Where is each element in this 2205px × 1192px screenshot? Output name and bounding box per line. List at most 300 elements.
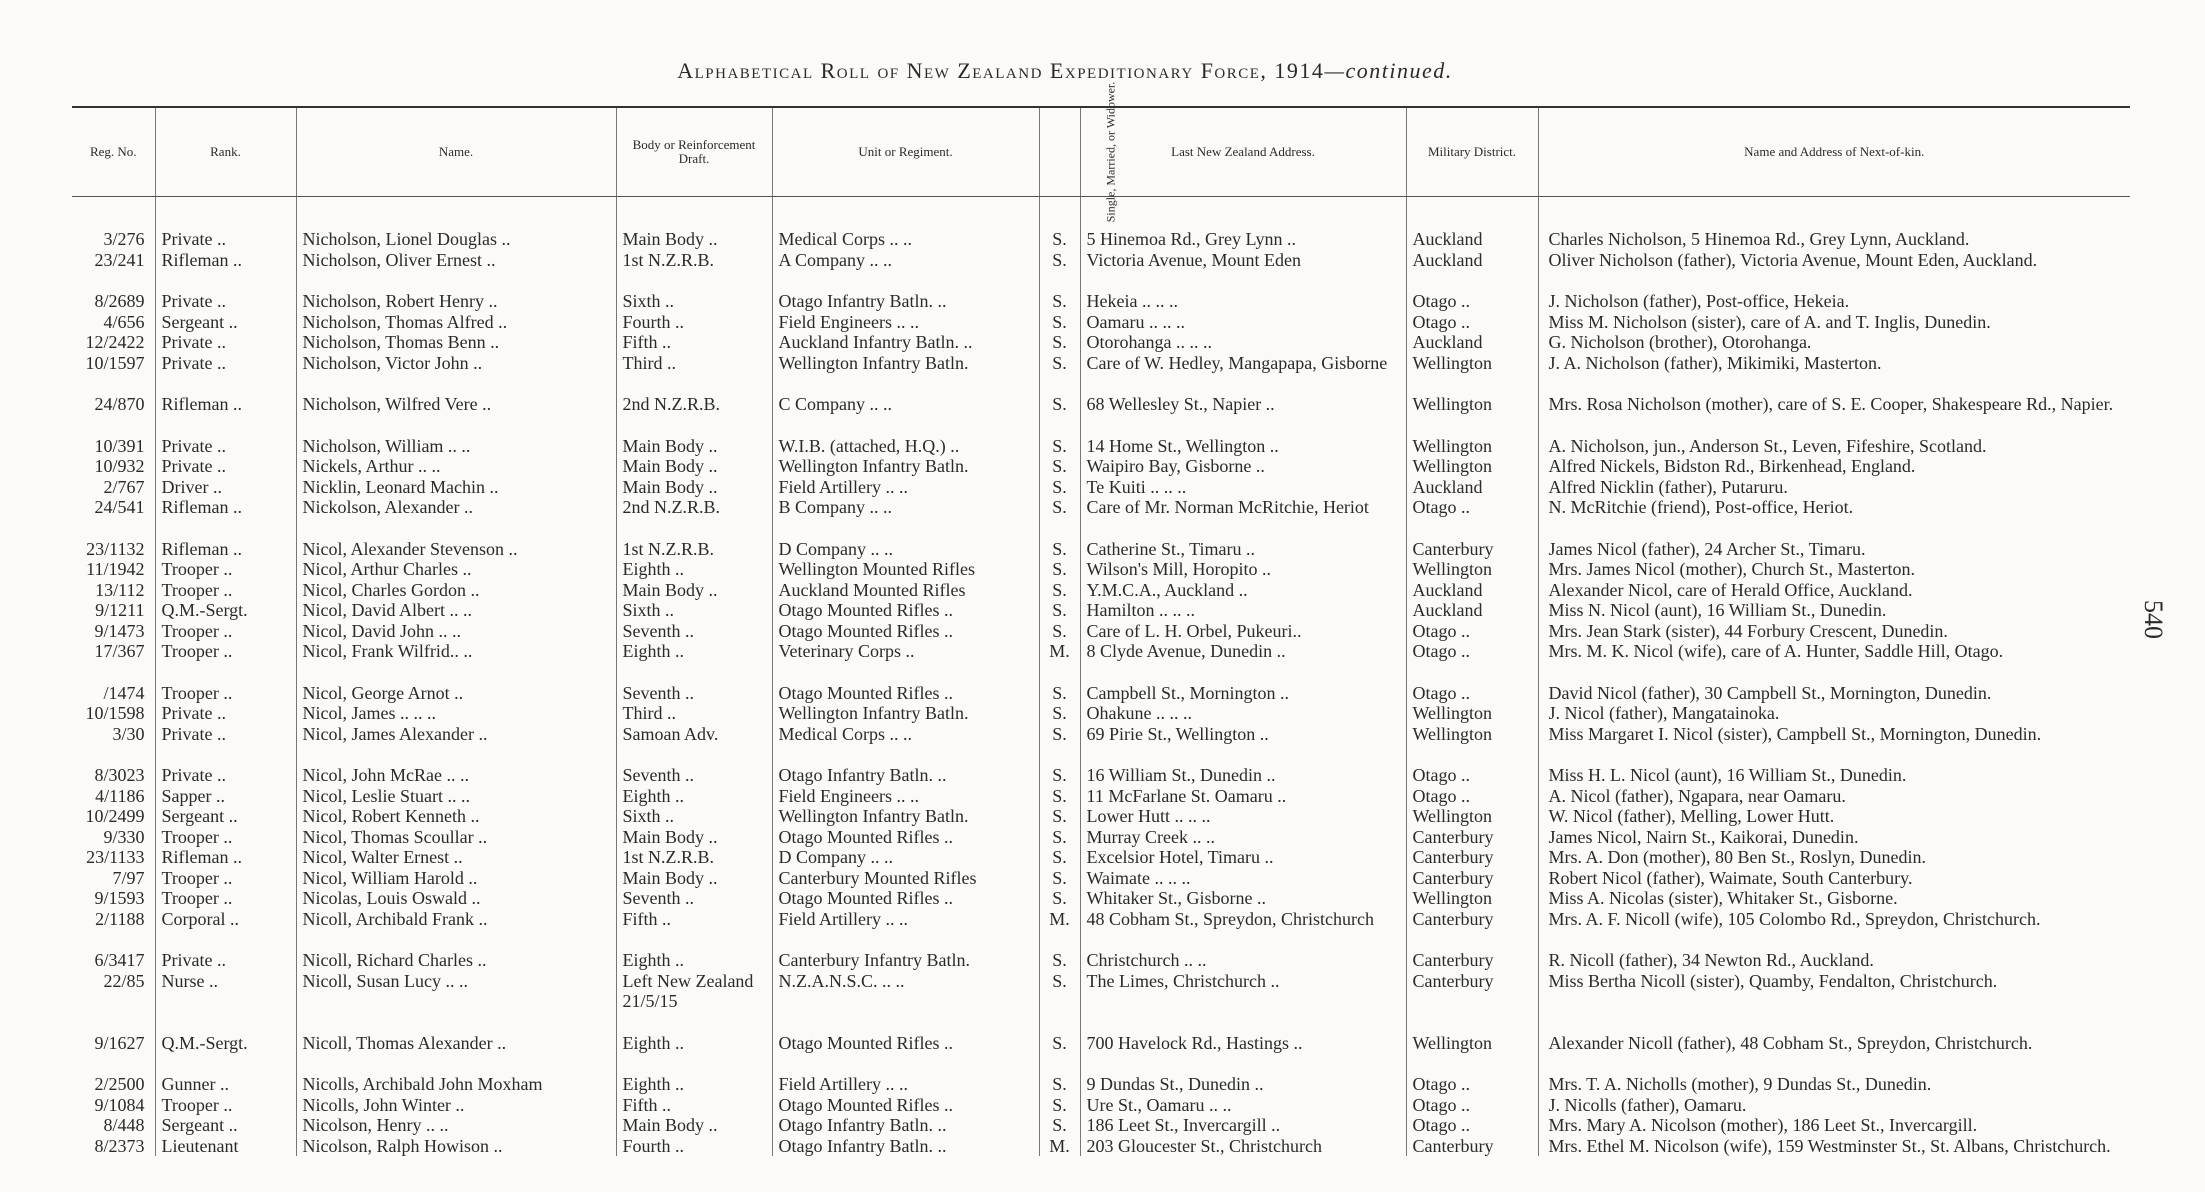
next-of-kin-cell: Mrs. A. F. Nicoll (wife), 105 Colombo Rd., Spreydon, Christchurch. [1538, 909, 2130, 930]
address-cell: Whitaker St., Gisborne .. [1080, 888, 1406, 909]
status-cell: S. [1039, 1095, 1080, 1116]
page-number: 540 [2139, 600, 2168, 639]
page-title-text: Alphabetical Roll of New Zealand Expeditionary Force, 1914 [677, 58, 1325, 83]
status-cell: S. [1039, 888, 1080, 909]
rank-cell: Trooper .. [155, 868, 296, 889]
unit-cell: Otago Infantry Batln. .. [772, 744, 1039, 786]
next-of-kin-cell: James Nicol, Nairn St., Kaikorai, Dunedin. [1538, 827, 2130, 848]
table-row [72, 662, 2130, 704]
address-cell: Waimate .. .. .. [1080, 868, 1406, 889]
name-cell: Nicholson, Victor John .. [296, 353, 616, 374]
unit-cell: Field Artillery .. .. [772, 477, 1039, 498]
reg-no-cell: 9/1084 [94, 1094, 145, 1115]
table-row [72, 1136, 2130, 1157]
district-cell: Otago .. [1406, 270, 1538, 312]
header-body: Body or Reinforcement Draft. [616, 107, 772, 197]
address-cell: 11 McFarlane St. Oamaru .. [1080, 786, 1406, 807]
status-cell: M. [1039, 641, 1080, 662]
rank-cell: Private .. [155, 703, 296, 724]
reg-no-cell: 23/241 [94, 249, 145, 270]
table-row [72, 847, 2130, 868]
address-cell: 48 Cobham St., Spreydon, Christchurch [1080, 909, 1406, 930]
table-row [72, 1095, 2130, 1116]
status-cell: S. [1039, 847, 1080, 868]
body-cell: Seventh .. [616, 621, 772, 642]
rank-cell: Lieutenant [155, 1136, 296, 1157]
address-cell: 68 Wellesley St., Napier .. [1080, 373, 1406, 415]
address-cell: Waipiro Bay, Gisborne .. [1080, 456, 1406, 477]
next-of-kin-cell: Alexander Nicoll (father), 48 Cobham St., Spreydon, Christchurch. [1538, 1012, 2130, 1054]
reg-no-cell: 23/1133 [86, 847, 145, 867]
name-cell: Nicoll, Thomas Alexander .. [296, 1012, 616, 1054]
address-cell: Ohakune .. .. .. [1080, 703, 1406, 724]
header-unit: Unit or Regiment. [772, 107, 1039, 197]
name-cell: Nicol, Arthur Charles .. [296, 559, 616, 580]
rank-cell: Trooper .. [155, 888, 296, 909]
address-cell: Y.M.C.A., Auckland .. [1080, 580, 1406, 601]
header-status-text: Single, Married, or Widower. [1102, 81, 1117, 223]
reg-no-cell: 23/1132 [86, 538, 145, 559]
header-rank: Rank. [155, 107, 296, 197]
name-cell: Nicoll, Richard Charles .. [296, 929, 616, 971]
reg-no-cell: 2/767 [103, 476, 145, 497]
district-cell: Wellington [1406, 806, 1538, 827]
body-cell: 2nd N.Z.R.B. [616, 373, 772, 415]
rank-cell: Sergeant .. [155, 806, 296, 827]
status-cell: S. [1039, 373, 1080, 415]
rank-cell: Trooper .. [155, 559, 296, 580]
table-row [72, 353, 2130, 374]
body-cell: 1st N.Z.R.B. [616, 518, 772, 560]
next-of-kin-cell: Miss Margaret I. Nicol (sister), Campbell St., Mornington, Dunedin. [1538, 724, 2130, 745]
unit-cell: Field Engineers .. .. [772, 312, 1039, 333]
body-cell: Main Body .. [616, 456, 772, 477]
unit-cell: Otago Mounted Rifles .. [772, 600, 1039, 621]
status-cell: S. [1039, 250, 1080, 271]
address-cell: 8 Clyde Avenue, Dunedin .. [1080, 641, 1406, 662]
unit-cell: N.Z.A.N.S.C. .. .. [772, 971, 1039, 1012]
next-of-kin-cell: Mrs. M. K. Nicol (wife), care of A. Hunter, Saddle Hill, Otago. [1538, 641, 2130, 662]
next-of-kin-cell: J. Nicol (father), Mangatainoka. [1538, 703, 2130, 724]
district-cell: Otago .. [1406, 744, 1538, 786]
status-cell: S. [1039, 497, 1080, 518]
status-cell: M. [1039, 909, 1080, 930]
rank-cell: Driver .. [155, 477, 296, 498]
district-cell: Wellington [1406, 559, 1538, 580]
name-cell: Nicol, George Arnot .. [296, 662, 616, 704]
header-next-of-kin: Name and Address of Next-of-kin. [1538, 107, 2130, 197]
district-cell: Otago .. [1406, 497, 1538, 518]
table-row [72, 497, 2130, 518]
next-of-kin-cell: Mrs. T. A. Nicholls (mother), 9 Dundas St., Dunedin. [1538, 1053, 2130, 1095]
address-cell: 186 Leet St., Invercargill .. [1080, 1115, 1406, 1136]
unit-cell: Wellington Mounted Rifles [772, 559, 1039, 580]
district-cell: Canterbury [1406, 827, 1538, 848]
body-cell: Third .. [616, 353, 772, 374]
name-cell: Nickels, Arthur .. .. [296, 456, 616, 477]
district-cell: Otago .. [1406, 1095, 1538, 1116]
unit-cell: Wellington Infantry Batln. [772, 806, 1039, 827]
next-of-kin-cell: N. McRitchie (friend), Post-office, Heriot. [1538, 497, 2130, 518]
table-row [72, 971, 2130, 1012]
unit-cell: Otago Mounted Rifles .. [772, 1095, 1039, 1116]
rank-cell: Q.M.-Sergt. [155, 600, 296, 621]
next-of-kin-cell: Mrs. Jean Stark (sister), 44 Forbury Crescent, Dunedin. [1538, 621, 2130, 642]
district-cell: Auckland [1406, 332, 1538, 353]
district-cell: Auckland [1406, 477, 1538, 498]
address-cell: Wilson's Mill, Horopito .. [1080, 559, 1406, 580]
district-cell: Auckland [1406, 580, 1538, 601]
rank-cell: Sergeant .. [155, 312, 296, 333]
table-row [72, 373, 2130, 415]
next-of-kin-cell: Mrs. Ethel M. Nicolson (wife), 159 Westminster St., St. Albans, Christchurch. [1538, 1136, 2130, 1157]
header-reg-no: Reg. No. [72, 107, 155, 197]
status-cell: S. [1039, 971, 1080, 1012]
unit-cell: Otago Mounted Rifles .. [772, 621, 1039, 642]
address-cell: 203 Gloucester St., Christchurch [1080, 1136, 1406, 1157]
body-cell: Main Body .. [616, 1115, 772, 1136]
reg-no-cell: 8/3023 [94, 765, 145, 785]
address-cell: Otorohanga .. .. .. [1080, 332, 1406, 353]
rank-cell: Q.M.-Sergt. [155, 1012, 296, 1054]
rank-cell: Private .. [155, 929, 296, 971]
district-cell: Wellington [1406, 456, 1538, 477]
status-cell: M. [1039, 1136, 1080, 1157]
unit-cell: Wellington Infantry Batln. [772, 703, 1039, 724]
table-row [72, 827, 2130, 848]
header-address: Last New Zealand Address. [1080, 107, 1406, 197]
next-of-kin-cell: Alfred Nicklin (father), Putaruru. [1538, 477, 2130, 498]
table-row [72, 888, 2130, 909]
district-cell: Canterbury [1406, 847, 1538, 868]
district-cell: Canterbury [1406, 909, 1538, 930]
unit-cell: D Company .. .. [772, 847, 1039, 868]
table-row [72, 744, 2130, 786]
roll-table-container [72, 81, 2130, 1156]
rank-cell: Rifleman .. [155, 497, 296, 518]
status-cell: S. [1039, 662, 1080, 704]
table-row [72, 518, 2130, 560]
table-row [72, 580, 2130, 601]
name-cell: Nicol, Thomas Scoullar .. [296, 827, 616, 848]
rank-cell: Rifleman .. [155, 373, 296, 415]
address-cell: 14 Home St., Wellington .. [1080, 415, 1406, 457]
next-of-kin-cell: Miss H. L. Nicol (aunt), 16 William St., Dunedin. [1538, 744, 2130, 786]
reg-no-cell: 10/932 [94, 456, 145, 476]
unit-cell: Otago Infantry Batln. .. [772, 1136, 1039, 1157]
address-cell: The Limes, Christchurch .. [1080, 971, 1406, 1012]
name-cell: Nicol, James Alexander .. [296, 724, 616, 745]
table-row [72, 456, 2130, 477]
status-cell: S. [1039, 580, 1080, 601]
reg-no-cell: 4/1186 [95, 785, 145, 806]
table-row [72, 332, 2130, 353]
rank-cell: Gunner .. [155, 1053, 296, 1095]
page-title [0, 58, 2130, 84]
unit-cell: Otago Mounted Rifles .. [772, 1012, 1039, 1054]
address-cell: 700 Havelock Rd., Hastings .. [1080, 1012, 1406, 1054]
body-cell: Eighth .. [616, 641, 772, 662]
address-cell: Ure St., Oamaru .. .. [1080, 1095, 1406, 1116]
district-cell: Otago .. [1406, 1115, 1538, 1136]
status-cell: S. [1039, 868, 1080, 889]
reg-no-cell: 11/1942 [86, 559, 145, 579]
district-cell: Otago .. [1406, 1053, 1538, 1095]
body-cell: Fifth .. [616, 1095, 772, 1116]
unit-cell: D Company .. .. [772, 518, 1039, 560]
table-row [72, 477, 2130, 498]
unit-cell: Canterbury Infantry Batln. [772, 929, 1039, 971]
rank-cell: Corporal .. [155, 909, 296, 930]
name-cell: Nicolson, Henry .. .. [296, 1115, 616, 1136]
rank-cell: Rifleman .. [155, 847, 296, 868]
name-cell: Nicholson, Lionel Douglas .. [296, 197, 616, 250]
next-of-kin-cell: David Nicol (father), 30 Campbell St., Mornington, Dunedin. [1538, 662, 2130, 704]
rank-cell: Trooper .. [155, 580, 296, 601]
name-cell: Nickolson, Alexander .. [296, 497, 616, 518]
reg-no-cell: 8/2373 [94, 1135, 145, 1156]
table-row [72, 909, 2130, 930]
table-row [72, 929, 2130, 971]
status-cell: S. [1039, 456, 1080, 477]
table-row [72, 641, 2130, 662]
rank-cell: Private .. [155, 724, 296, 745]
header-name: Name. [296, 107, 616, 197]
table-header-row [72, 107, 2130, 197]
body-cell: Third .. [616, 703, 772, 724]
status-cell: S. [1039, 703, 1080, 724]
address-cell: 16 William St., Dunedin .. [1080, 744, 1406, 786]
district-cell: Otago .. [1406, 312, 1538, 333]
page-title-suffix: —continued. [1324, 58, 1453, 83]
table-row [72, 559, 2130, 580]
next-of-kin-cell: J. Nicolls (father), Oamaru. [1538, 1095, 2130, 1116]
body-cell: Fourth .. [616, 1136, 772, 1157]
unit-cell: Otago Mounted Rifles .. [772, 662, 1039, 704]
name-cell: Nicholson, Robert Henry .. [296, 270, 616, 312]
status-cell: S. [1039, 559, 1080, 580]
name-cell: Nicholson, Thomas Benn .. [296, 332, 616, 353]
body-cell: Seventh .. [616, 662, 772, 704]
status-cell: S. [1039, 518, 1080, 560]
status-cell: S. [1039, 827, 1080, 848]
reg-no-cell: 2/1188 [95, 908, 145, 929]
next-of-kin-cell: Charles Nicholson, 5 Hinemoa Rd., Grey Lynn, Auckland. [1538, 197, 2130, 250]
address-cell: Victoria Avenue, Mount Eden [1080, 250, 1406, 271]
rank-cell: Private .. [155, 353, 296, 374]
unit-cell: Field Artillery .. .. [772, 1053, 1039, 1095]
body-cell: 1st N.Z.R.B. [616, 250, 772, 271]
reg-no-cell: 10/2499 [85, 806, 145, 826]
table-row [72, 197, 2130, 250]
name-cell: Nicol, Charles Gordon .. [296, 580, 616, 601]
reg-no-cell: 3/30 [112, 723, 145, 744]
body-cell: Sixth .. [616, 270, 772, 312]
rank-cell: Trooper .. [155, 827, 296, 848]
next-of-kin-cell: Mrs. Rosa Nicholson (mother), care of S. E. Cooper, Shakespeare Rd., Napier. [1538, 373, 2130, 415]
body-cell: 2nd N.Z.R.B. [616, 497, 772, 518]
table-body [72, 197, 2130, 1157]
next-of-kin-cell: Mrs. James Nicol (mother), Church St., Masterton. [1538, 559, 2130, 580]
rank-cell: Private .. [155, 415, 296, 457]
body-cell: Samoan Adv. [616, 724, 772, 745]
status-cell: S. [1039, 929, 1080, 971]
district-cell: Otago .. [1406, 641, 1538, 662]
body-cell: Main Body .. [616, 580, 772, 601]
unit-cell: Otago Mounted Rifles .. [772, 827, 1039, 848]
body-cell: Eighth .. [616, 786, 772, 807]
status-cell: S. [1039, 197, 1080, 250]
body-cell: Sixth .. [616, 806, 772, 827]
next-of-kin-cell: J. Nicholson (father), Post-office, Hekeia. [1538, 270, 2130, 312]
reg-no-cell: 8/448 [103, 1115, 145, 1135]
unit-cell: Auckland Infantry Batln. .. [772, 332, 1039, 353]
district-cell: Wellington [1406, 353, 1538, 374]
address-cell: 69 Pirie St., Wellington .. [1080, 724, 1406, 745]
district-cell: Canterbury [1406, 929, 1538, 971]
status-cell: S. [1039, 806, 1080, 827]
next-of-kin-cell: Oliver Nicholson (father), Victoria Avenue, Mount Eden, Auckland. [1538, 250, 2130, 271]
address-cell: Christchurch .. .. [1080, 929, 1406, 971]
name-cell: Nicol, John McRae .. .. [296, 744, 616, 786]
district-cell: Auckland [1406, 250, 1538, 271]
reg-no-cell: 10/1597 [85, 352, 145, 373]
header-status [1039, 81, 1117, 223]
next-of-kin-cell: Alfred Nickels, Bidston Rd., Birkenhead, England. [1538, 456, 2130, 477]
district-cell: Wellington [1406, 703, 1538, 724]
address-cell: Campbell St., Mornington .. [1080, 662, 1406, 704]
name-cell: Nicol, William Harold .. [296, 868, 616, 889]
header-district: Military District. [1406, 107, 1538, 197]
rank-cell: Private .. [155, 744, 296, 786]
reg-no-cell: 6/3417 [94, 950, 145, 970]
address-cell: Lower Hutt .. .. .. [1080, 806, 1406, 827]
status-cell: S. [1039, 353, 1080, 374]
reg-no-cell: 9/1473 [94, 620, 145, 641]
table-row [72, 312, 2130, 333]
name-cell: Nicol, David Albert .. .. [296, 600, 616, 621]
unit-cell: Field Engineers .. .. [772, 786, 1039, 807]
reg-no-cell: 9/330 [103, 826, 145, 847]
name-cell: Nicol, James .. .. .. [296, 703, 616, 724]
district-cell: Canterbury [1406, 868, 1538, 889]
next-of-kin-cell: Alexander Nicol, care of Herald Office, Auckland. [1538, 580, 2130, 601]
address-cell: Hekeia .. .. .. [1080, 270, 1406, 312]
address-cell: Te Kuiti .. .. .. [1080, 477, 1406, 498]
table-row [72, 250, 2130, 271]
reg-no-cell: 4/656 [103, 311, 145, 332]
district-cell: Otago .. [1406, 662, 1538, 704]
unit-cell: B Company .. .. [772, 497, 1039, 518]
status-cell: S. [1039, 600, 1080, 621]
district-cell: Otago .. [1406, 621, 1538, 642]
unit-cell: C Company .. .. [772, 373, 1039, 415]
name-cell: Nicholson, Wilfred Vere .. [296, 373, 616, 415]
rank-cell: Private .. [155, 197, 296, 250]
rank-cell: Rifleman .. [155, 518, 296, 560]
name-cell: Nicoll, Archibald Frank .. [296, 909, 616, 930]
body-cell: Fifth .. [616, 909, 772, 930]
next-of-kin-cell: Miss M. Nicholson (sister), care of A. and T. Inglis, Dunedin. [1538, 312, 2130, 333]
name-cell: Nicol, Alexander Stevenson .. [296, 518, 616, 560]
body-cell: Seventh .. [616, 744, 772, 786]
reg-no-cell: /1474 [103, 682, 145, 703]
name-cell: Nicholson, Thomas Alfred .. [296, 312, 616, 333]
district-cell: Canterbury [1406, 1136, 1538, 1157]
table-row [72, 1115, 2130, 1136]
next-of-kin-cell: Miss A. Nicolas (sister), Whitaker St., Gisborne. [1538, 888, 2130, 909]
unit-cell: A Company .. .. [772, 250, 1039, 271]
status-cell: S. [1039, 332, 1080, 353]
unit-cell: Wellington Infantry Batln. [772, 456, 1039, 477]
body-cell: Main Body .. [616, 868, 772, 889]
rank-cell: Trooper .. [155, 662, 296, 704]
district-cell: Auckland [1406, 600, 1538, 621]
next-of-kin-cell: Mrs. Mary A. Nicolson (mother), 186 Leet St., Invercargill. [1538, 1115, 2130, 1136]
district-cell: Canterbury [1406, 971, 1538, 1012]
rank-cell: Trooper .. [155, 1095, 296, 1116]
status-cell: S. [1039, 270, 1080, 312]
body-cell: Fourth .. [616, 312, 772, 333]
name-cell: Nicoll, Susan Lucy .. .. [296, 971, 616, 1012]
name-cell: Nicol, Leslie Stuart .. .. [296, 786, 616, 807]
roll-table [72, 81, 2130, 1156]
name-cell: Nicolson, Ralph Howison .. [296, 1136, 616, 1157]
reg-no-cell: 10/391 [94, 435, 145, 456]
address-cell: 5 Hinemoa Rd., Grey Lynn .. [1080, 197, 1406, 250]
status-cell: S. [1039, 1115, 1080, 1136]
next-of-kin-cell: W. Nicol (father), Melling, Lower Hutt. [1538, 806, 2130, 827]
next-of-kin-cell: J. A. Nicholson (father), Mikimiki, Masterton. [1538, 353, 2130, 374]
reg-no-cell: 12/2422 [85, 332, 145, 352]
next-of-kin-cell: Miss Bertha Nicoll (sister), Quamby, Fendalton, Christchurch. [1538, 971, 2130, 1012]
name-cell: Nicholson, William .. .. [296, 415, 616, 457]
table-row [72, 415, 2130, 457]
reg-no-cell: 7/97 [112, 867, 145, 888]
status-cell: S. [1039, 744, 1080, 786]
rank-cell: Rifleman .. [155, 250, 296, 271]
district-cell: Wellington [1406, 373, 1538, 415]
address-cell: Catherine St., Timaru .. [1080, 518, 1406, 560]
body-cell: Seventh .. [616, 888, 772, 909]
next-of-kin-cell: A. Nicholson, jun., Anderson St., Leven, Fifeshire, Scotland. [1538, 415, 2130, 457]
reg-no-cell: 9/1211 [95, 600, 145, 620]
unit-cell: W.I.B. (attached, H.Q.) .. [772, 415, 1039, 457]
address-cell: Care of Mr. Norman McRitchie, Heriot [1080, 497, 1406, 518]
body-cell: Eighth .. [616, 1012, 772, 1054]
next-of-kin-cell: G. Nicholson (brother), Otorohanga. [1538, 332, 2130, 353]
body-cell: Left New Zealand 21/5/15 [616, 971, 772, 1012]
unit-cell: Medical Corps .. .. [772, 197, 1039, 250]
unit-cell: Veterinary Corps .. [772, 641, 1039, 662]
name-cell: Nicol, Walter Ernest .. [296, 847, 616, 868]
name-cell: Nicklin, Leonard Machin .. [296, 477, 616, 498]
reg-no-cell: 8/2689 [94, 291, 145, 311]
district-cell: Wellington [1406, 724, 1538, 745]
rank-cell: Sapper .. [155, 786, 296, 807]
rank-cell: Trooper .. [155, 621, 296, 642]
rank-cell: Private .. [155, 456, 296, 477]
next-of-kin-cell: A. Nicol (father), Ngapara, near Oamaru. [1538, 786, 2130, 807]
district-cell: Wellington [1406, 888, 1538, 909]
address-cell: 9 Dundas St., Dunedin .. [1080, 1053, 1406, 1095]
rank-cell: Trooper .. [155, 641, 296, 662]
district-cell: Canterbury [1406, 518, 1538, 560]
reg-no-cell: 22/85 [103, 970, 145, 991]
body-cell: Sixth .. [616, 600, 772, 621]
district-cell: Wellington [1406, 1012, 1538, 1054]
reg-no-cell: 3/276 [103, 229, 145, 249]
